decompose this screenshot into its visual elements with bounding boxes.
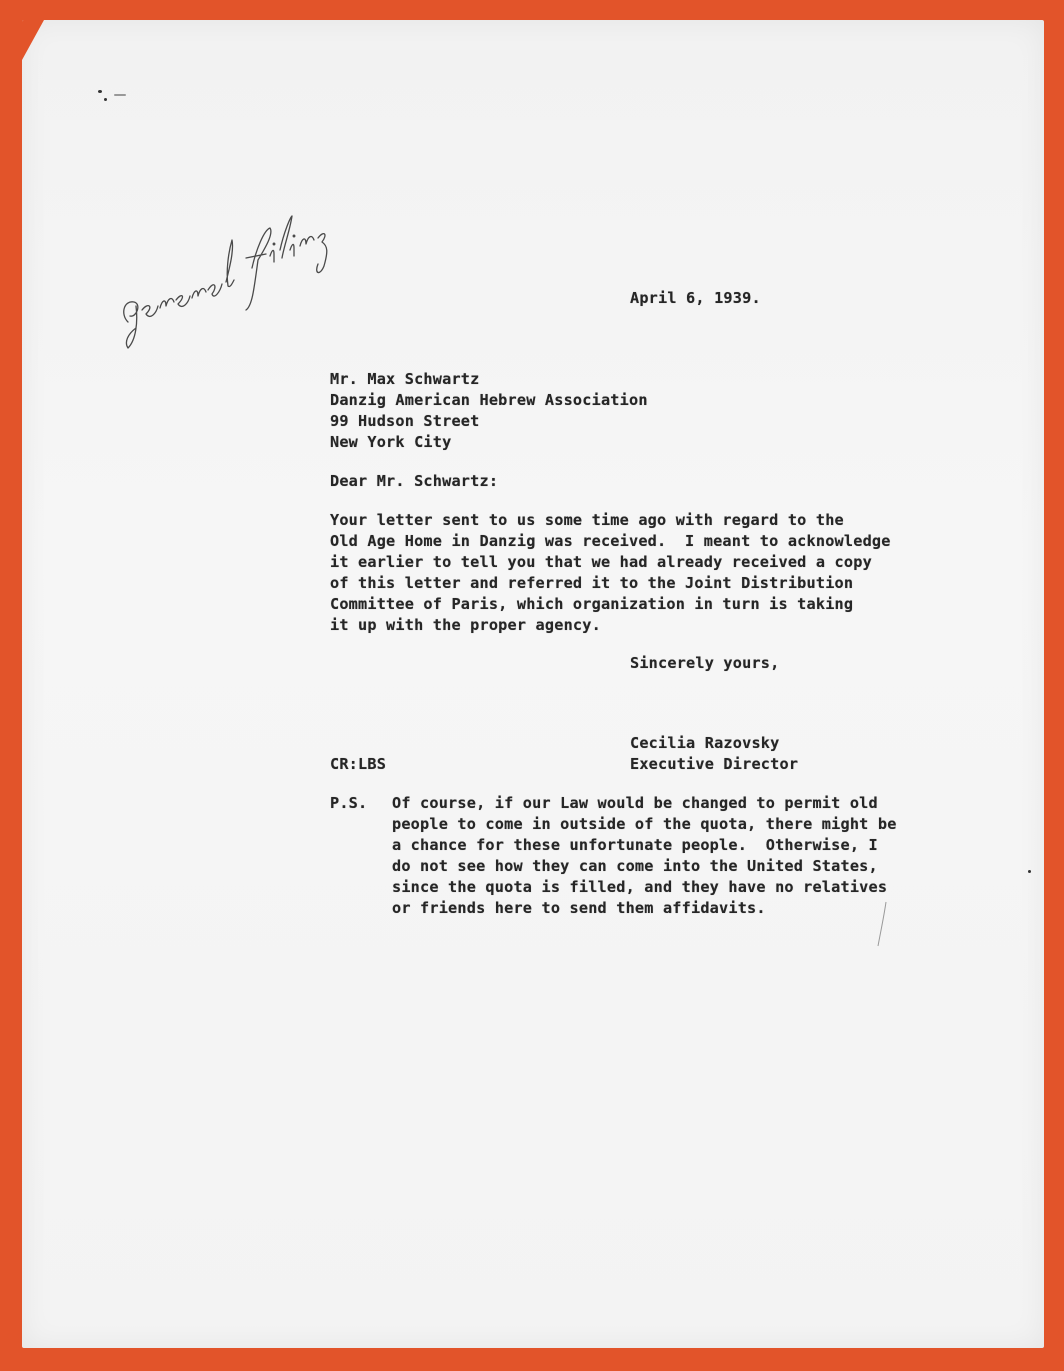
signer-title: Executive Director xyxy=(630,755,799,773)
postscript-line: do not see how they can come into the United States, xyxy=(392,857,878,875)
salutation: Dear Mr. Schwartz: xyxy=(330,472,499,490)
signer-name: Cecilia Razovsky xyxy=(630,734,780,752)
body-line: of this letter and referred it to the Joint Distribution xyxy=(330,574,854,592)
postscript-line: people to come in outside of the quota, there might be xyxy=(392,815,897,833)
paper-speck xyxy=(98,90,102,93)
folded-corner xyxy=(22,20,44,60)
postscript-line: or friends here to send them affidavits. xyxy=(392,899,766,917)
postscript-line: since the quota is filled, and they have no relatives xyxy=(392,878,888,896)
reference-initials: CR:LBS xyxy=(330,755,387,773)
body-line: it earlier to tell you that we had already received a copy xyxy=(330,553,872,571)
recipient-name: Mr. Max Schwartz xyxy=(330,370,480,388)
body-line: Old Age Home in Danzig was received. I meant to acknowledge xyxy=(330,532,891,550)
letter-page xyxy=(22,20,1044,1348)
letter-date: April 6, 1939. xyxy=(630,289,761,307)
paper-speck xyxy=(114,94,126,96)
postscript-label: P.S. xyxy=(330,794,368,812)
body-line: Your letter sent to us some time ago with regard to the xyxy=(330,511,844,529)
recipient-city: New York City xyxy=(330,433,452,451)
closing: Sincerely yours, xyxy=(630,654,780,672)
postscript-line: a chance for these unfortunate people. Otherwise, I xyxy=(392,836,878,854)
recipient-organization: Danzig American Hebrew Association xyxy=(330,391,648,409)
body-line: it up with the proper agency. xyxy=(330,616,601,634)
paper-speck xyxy=(104,98,107,101)
handwritten-note xyxy=(114,210,334,380)
pencil-mark xyxy=(872,900,892,950)
postscript-line: Of course, if our Law would be changed to permit old xyxy=(392,794,878,812)
paper-speck xyxy=(1028,870,1031,873)
body-line: Committee of Paris, which organization in turn is taking xyxy=(330,595,854,613)
recipient-street: 99 Hudson Street xyxy=(330,412,480,430)
